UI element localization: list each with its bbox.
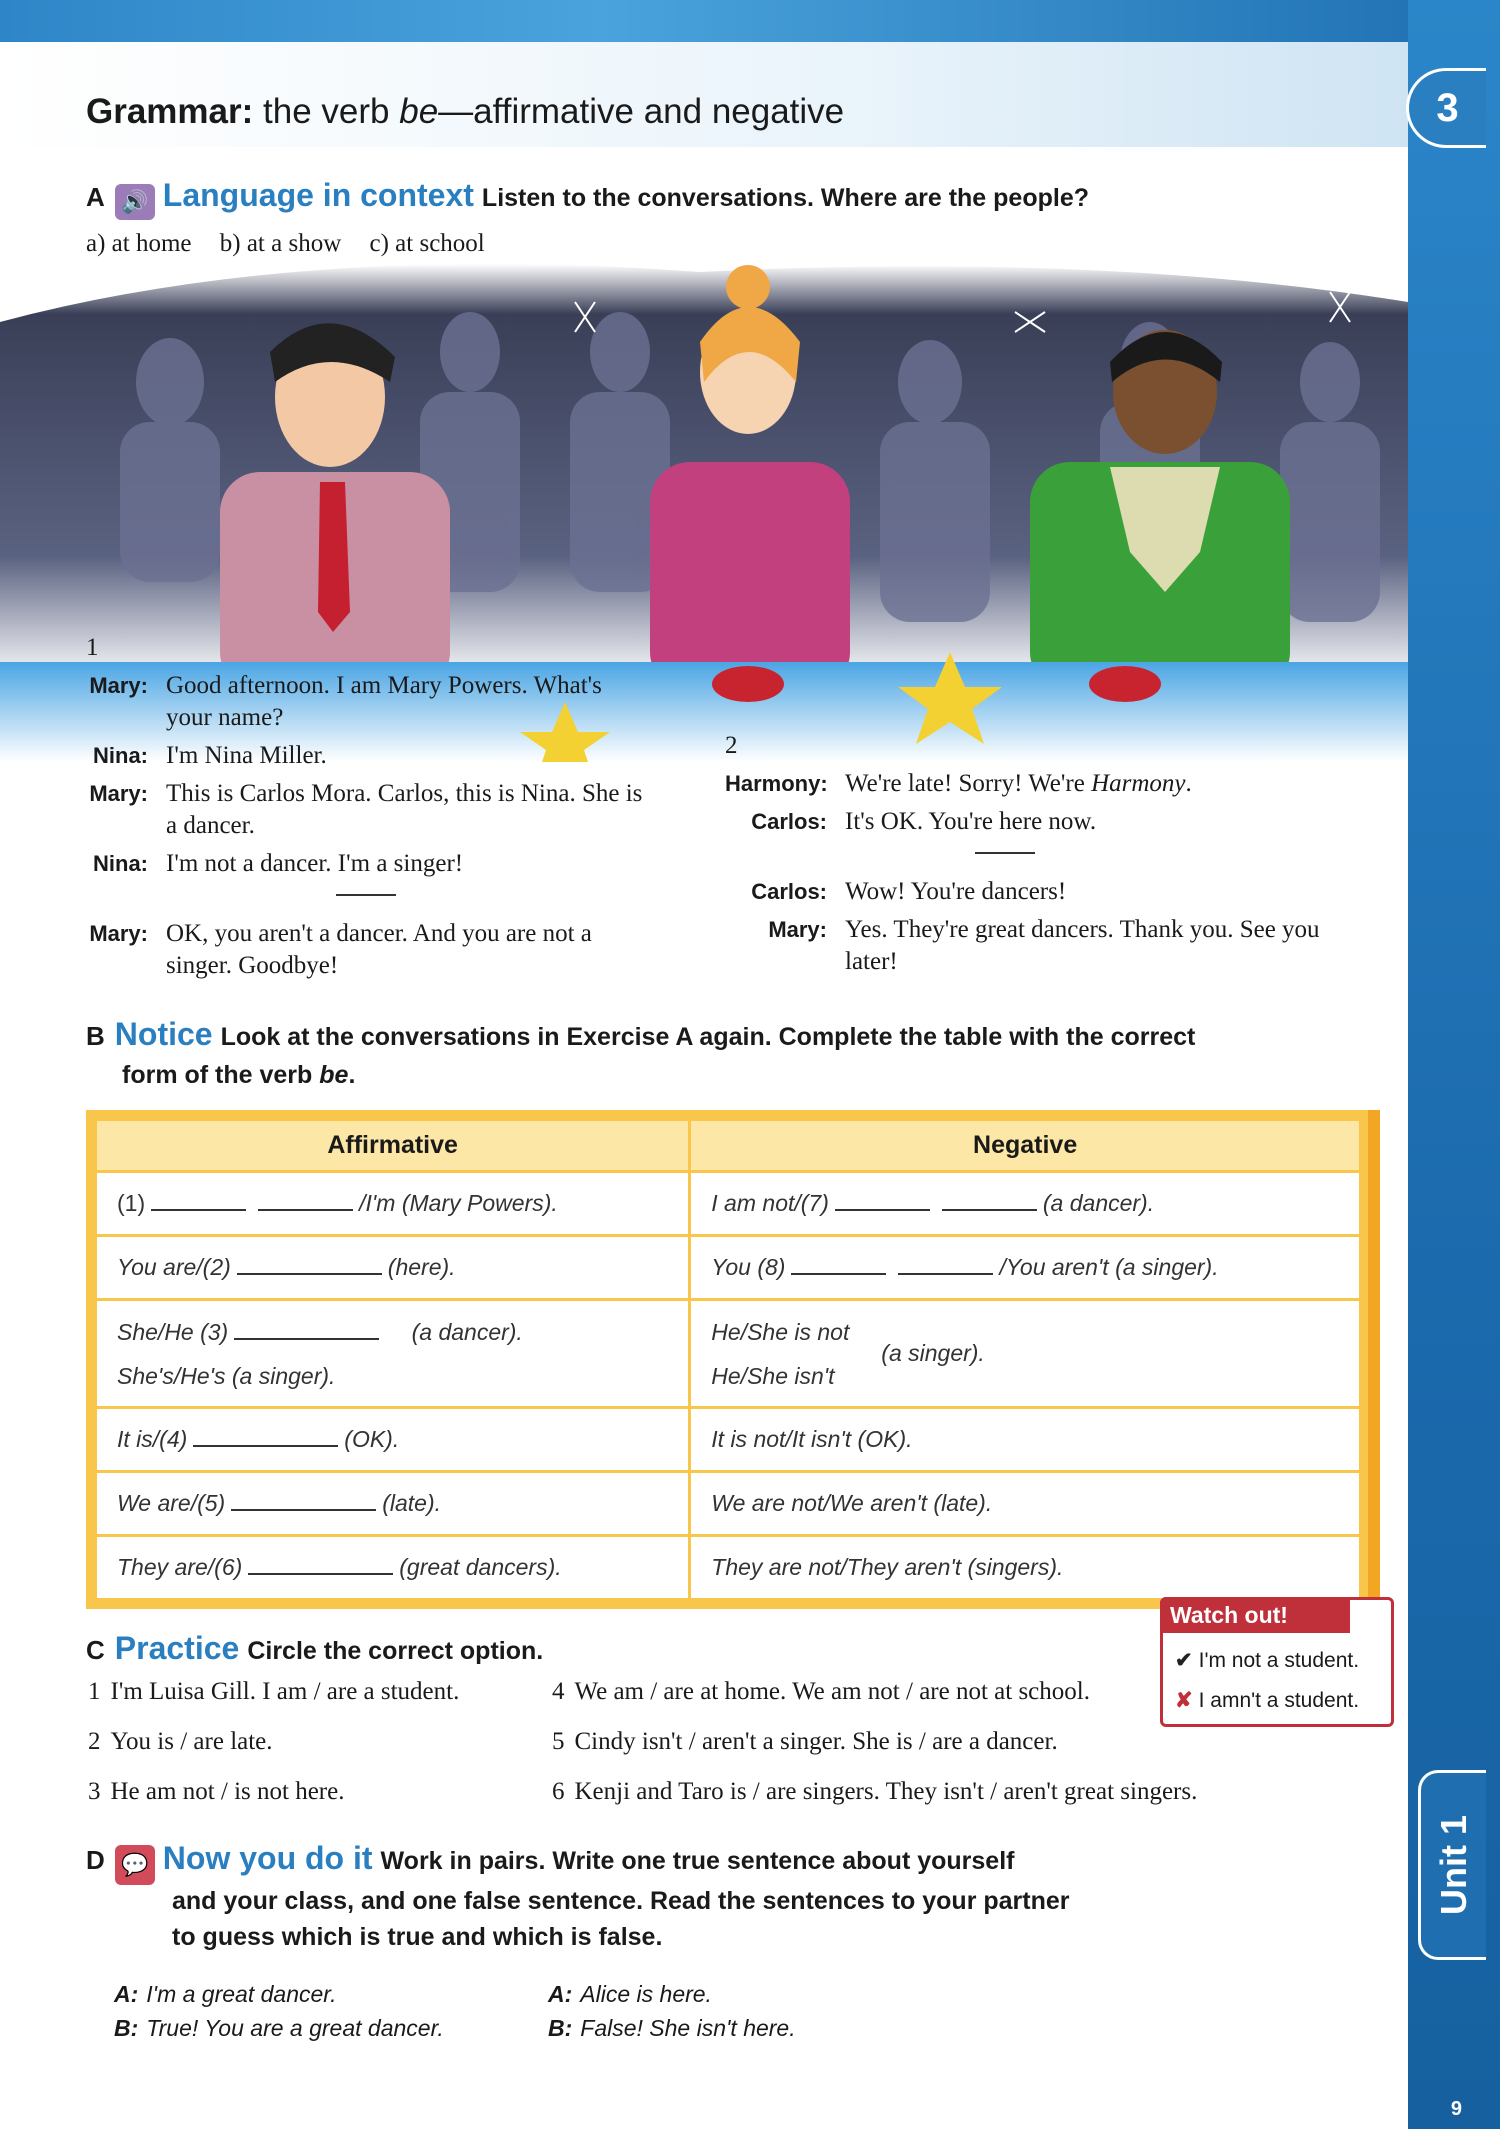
check-icon: ✔ — [1175, 1649, 1193, 1672]
blank-line[interactable] — [231, 1509, 376, 1511]
dialog-line: Mary: Good afternoon. I am Mary Powers. What's your name? — [89, 672, 602, 731]
answer-options: a) at home b) at a show c) at school — [86, 230, 485, 257]
dialog-line: Carlos: It's OK. You're here now. — [751, 808, 1097, 835]
dialog-separator — [975, 852, 1035, 854]
dialog-line: Mary: OK, you aren't a dancer. And you are not a singer. Goodbye! — [89, 920, 592, 979]
blank-line[interactable] — [234, 1338, 379, 1340]
page-number: 9 — [1450, 2098, 1462, 2120]
chapter-tab[interactable]: 3 — [1406, 68, 1486, 148]
blank-line[interactable] — [151, 1209, 246, 1211]
textbook-page — [0, 42, 1408, 2129]
blank-line[interactable] — [898, 1273, 993, 1275]
blank-line[interactable] — [237, 1273, 382, 1275]
practice-item-1[interactable]: 1 I'm Luisa Gill. I am / are a student. — [88, 1678, 460, 1705]
blank-line[interactable] — [791, 1273, 886, 1275]
table-row: They are/(6) (great dancers). They are not/They aren't (singers). — [96, 1536, 1361, 1600]
dialog-line: Nina: I'm not a dancer. I'm a singer! — [93, 850, 464, 877]
table-row: You are/(2) (here). You (8) /You aren't (a singer). — [96, 1236, 1361, 1300]
table-row: She/He (3) (a dancer). She's/He's (a singer). He/She is not He/She isn't (a singer). — [96, 1300, 1361, 1408]
dialog-line: Harmony: We're late! Sorry! We're Harmony. — [725, 770, 1192, 797]
blank-line[interactable] — [193, 1445, 338, 1447]
watch-out-box: Watch out! ✔ I'm not a student. ✘ I amn't a student. — [1160, 1597, 1394, 1727]
table-row: (1) /I'm (Mary Powers). I am not/(7) (a dancer). — [96, 1172, 1361, 1236]
dialog-separator — [336, 894, 396, 896]
example-2: A: Alice is here. B: False! She isn't here. — [548, 1981, 796, 2041]
dialog-line: Mary: Yes. They're great dancers. Thank you. See you later! — [768, 916, 1320, 975]
practice-item-4[interactable]: 4 We am / are at home. We am not / are not at school. — [552, 1678, 1090, 1705]
dialog-line: Mary: This is Carlos Mora. Carlos, this is Nina. She is a dancer. — [89, 780, 643, 839]
table-row: We are/(5) (late). We are not/We aren't (late). — [96, 1472, 1361, 1536]
watch-out-title: Watch out! — [1160, 1597, 1350, 1633]
practice-item-5[interactable]: 5 Cindy isn't / aren't a singer. She is / are a dancer. — [552, 1728, 1058, 1755]
practice-item-6[interactable]: 6 Kenji and Taro is / are singers. They isn't / aren't great singers. — [552, 1778, 1198, 1805]
speaking-icon: 💬 — [115, 1845, 155, 1885]
dialog-2: 2 Harmony: We're late! Sorry! We're Harmony. Carlos: It's OK. You're here now. Carlos: Wow! You're dancers! Mary: Yes. They're great dancers. Thank you. See you later! — [725, 730, 1325, 984]
practice-item-3[interactable]: 3 He am not / is not here. — [88, 1778, 345, 1805]
dialog-line: Nina: I'm Nina Miller. — [93, 742, 327, 769]
cross-icon: ✘ — [1175, 1689, 1193, 1712]
blank-line[interactable] — [258, 1209, 353, 1211]
unit-tab[interactable]: Unit 1 — [1418, 1770, 1486, 1960]
header-affirmative: Affirmative — [96, 1120, 690, 1172]
blank-line[interactable] — [942, 1209, 1037, 1211]
practice-item-2[interactable]: 2 You is / are late. — [88, 1728, 273, 1755]
dialog-1: 1 Mary: Good afternoon. I am Mary Powers. What's your name? Nina: I'm Nina Miller. Mary: This is Carlos Mora. Carlos, this is Nina. She is a dancer. Nina: I'm not a dancer. I'm a singer! Mary: OK, you aren't a dancer. And you are not a singer. Goodbye! — [86, 632, 646, 988]
section-d-heading: D 💬 Now you do it Work in pairs. Write one true sentence about yourself and your class, and one false sentence. Read the sentences to your partner to guess which is true and which is false. — [86, 1840, 1070, 1951]
header-negative: Negative — [690, 1120, 1361, 1172]
dialog-line: Carlos: Wow! You're dancers! — [751, 878, 1067, 905]
table-row: It is/(4) (OK). It is not/It isn't (OK). — [96, 1408, 1361, 1472]
be-verb-table — [94, 1118, 1362, 1601]
example-1: A: I'm a great dancer. B: True! You are a great dancer. — [114, 1981, 444, 2041]
page-title: Grammar: the verb be—affirmative and negative — [86, 92, 845, 131]
audio-ear-icon[interactable]: 🔊 — [115, 184, 155, 220]
section-c-heading: C Practice Circle the correct option. — [86, 1630, 544, 1666]
blank-line[interactable] — [248, 1573, 393, 1575]
section-b-heading: B Notice Look at the conversations in Exercise A again. Complete the table with the correct form of the verb be. — [86, 1016, 1196, 1089]
section-a-heading: A 🔊 Language in context Listen to the conversations. Where are the people? — [86, 177, 1089, 220]
blank-line[interactable] — [835, 1209, 930, 1211]
grammar-table — [86, 1110, 1370, 1609]
